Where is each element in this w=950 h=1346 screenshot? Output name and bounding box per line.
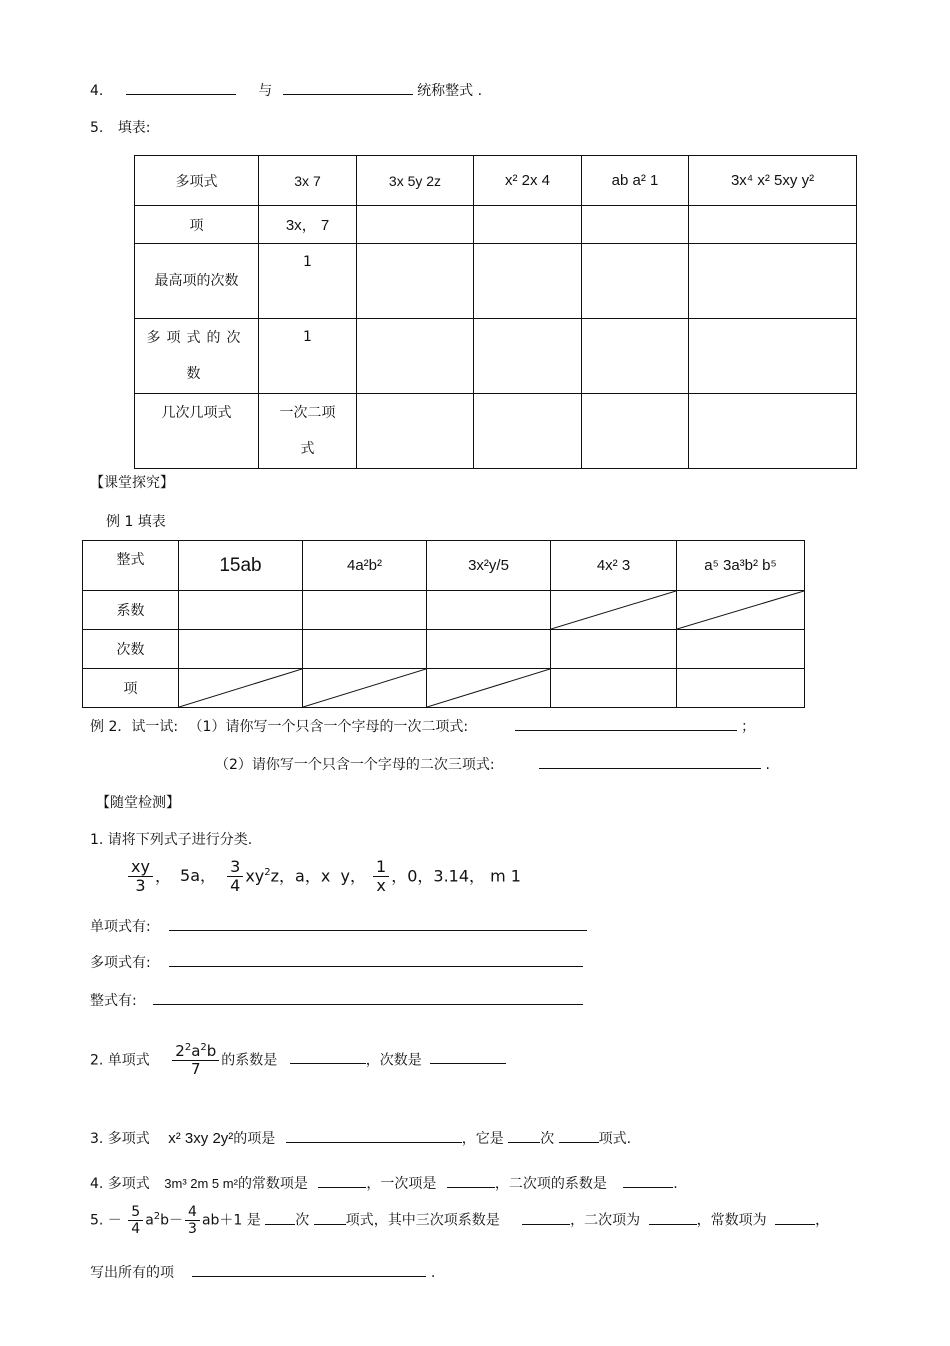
ex1-cell[interactable] [179, 630, 303, 669]
ex1-cell-crossed [551, 591, 677, 630]
q5-table [134, 155, 857, 469]
q5-kind-1: 一次二项式 [259, 394, 357, 469]
ex2-part2-text: （2）请你写一个只含一个字母的二次三项式: [215, 757, 495, 773]
ex1-cell-crossed [179, 669, 303, 708]
c2-blank-degree[interactable] [430, 1049, 506, 1064]
c5-const: ，常数项为 [696, 1212, 767, 1229]
c1-title: 1. 请将下列式子进行分类. [90, 832, 253, 848]
c3-blank-degree[interactable] [508, 1128, 540, 1143]
c5-blank-degree[interactable] [265, 1210, 295, 1225]
c5-line2-label: 写出所有的项 [90, 1265, 174, 1281]
q5-cell[interactable] [474, 394, 582, 469]
q5-label-terms: 项 [135, 206, 259, 244]
c4-end: . [673, 1176, 678, 1192]
q5-cell[interactable] [689, 206, 857, 244]
q5-row-highest [135, 244, 857, 319]
c3-mid: 的项是 [233, 1131, 276, 1147]
ex2-part1-text: （1）请你写一个只含一个字母的一次二项式: [188, 719, 469, 735]
q5-cell[interactable] [582, 394, 689, 469]
c5-blank-cubic-coef[interactable] [522, 1210, 570, 1225]
c2-mid2: ，次数是 [365, 1052, 422, 1069]
q4-line [90, 80, 482, 100]
c5-pre: 5. － [90, 1212, 122, 1229]
q5-heading [90, 117, 151, 137]
q5-cell[interactable] [474, 319, 582, 394]
q4-blank-1[interactable] [126, 80, 236, 95]
c4-pre: 4. 多项式 [90, 1176, 150, 1192]
c3-end: 项式. [598, 1131, 632, 1147]
ex1-table [82, 540, 805, 708]
c3-blank-count[interactable] [559, 1128, 599, 1143]
ex1-expr-2: 4a²b² [303, 541, 427, 591]
c1-int-line [90, 990, 583, 1010]
q5-poly-5: 3x⁴ x² 5xy y² [689, 156, 857, 206]
ex2-blank-2[interactable] [539, 754, 761, 769]
c4-expr: 3m³ 2m 5 m² [164, 1176, 238, 1191]
c3-ci: 次 [540, 1131, 555, 1147]
ex1-cell[interactable] [179, 591, 303, 630]
ex1-row-expr [83, 541, 805, 591]
q5-row-poly [135, 156, 857, 206]
c1-expression-list: $\frac{xy}{3}$ ， 5a， $\frac{3}{4}$ $xy^2z$，a，x y， $\frac{1}{x}$ ，0，3.14， m 1 [126, 858, 521, 896]
c1-list-tail: ，0，3.14， m 1 [391, 866, 521, 886]
ex1-cell[interactable] [427, 630, 551, 669]
q5-cell[interactable] [582, 244, 689, 319]
q5-poly-1: 3x 7 [259, 156, 357, 206]
c5-line-2 [90, 1262, 435, 1282]
ex1-cell[interactable] [677, 669, 805, 708]
c1-mono-line [90, 916, 587, 936]
c2-pre: 2. 单项式 [90, 1052, 150, 1069]
q4-and: 与 [258, 83, 273, 99]
section-check: 【随堂检测】 [96, 795, 180, 811]
ex1-row-terms [83, 669, 805, 708]
ex1-label-coef: 系数 [83, 591, 179, 630]
c3-pre: 3. 多项式 [90, 1131, 150, 1147]
ex2-part1-end: ； [741, 719, 756, 735]
q5-cell[interactable] [357, 319, 474, 394]
c3-blank-terms[interactable] [286, 1128, 462, 1143]
c4-b: ，一次项是 [366, 1176, 437, 1192]
ex1-cell[interactable] [551, 669, 677, 708]
c1-frac-1-x: $\frac{1}{x}$ [373, 858, 389, 896]
q4-blank-2[interactable] [283, 80, 413, 95]
q5-degree-1: 1 [259, 319, 357, 394]
c5-mid-text: 是 [246, 1212, 261, 1229]
ex1-label-expr: 整式 [83, 541, 179, 591]
c5-ci: 次 [295, 1212, 310, 1229]
q5-cell[interactable] [582, 319, 689, 394]
ex1-title: 例 1 填表 [106, 514, 166, 530]
c4-a: 的常数项是 [237, 1176, 308, 1192]
ex1-expr-5: a⁵ 3a³b² b⁵ [677, 541, 805, 591]
c4-line [90, 1173, 678, 1193]
c5-comma: ， [815, 1212, 830, 1229]
c5-frac-5-4: $\frac{5}{4}$ [128, 1204, 143, 1237]
q5-terms-1: 3x， 7 [259, 206, 357, 244]
ex1-cell-crossed [303, 669, 427, 708]
c1-frac-3-4: $\frac{3}{4}$ [227, 858, 243, 896]
ex2-part2 [215, 754, 770, 774]
ex1-label-degree: 次数 [83, 630, 179, 669]
ex1-cell-crossed [677, 591, 805, 630]
q5-label-poly: 多项式 [135, 156, 259, 206]
ex2-part2-end: . [765, 757, 770, 773]
q5-title: 填表: [117, 120, 151, 136]
c5-blank-all-terms[interactable] [192, 1262, 426, 1277]
c5-end: . [430, 1265, 436, 1281]
ex1-row-coef [83, 591, 805, 630]
c4-blank-const[interactable] [318, 1173, 366, 1188]
c1-frac-xy-3: $\frac{xy}{3}$ [128, 858, 153, 896]
c5-blank-quad[interactable] [649, 1210, 697, 1225]
ex2-blank-1[interactable] [515, 716, 737, 731]
c3-line [90, 1128, 631, 1148]
ex1-label-terms: 项 [83, 669, 179, 708]
c1-int-blank[interactable] [153, 990, 583, 1005]
ex1-cell-crossed [427, 669, 551, 708]
q4-number: 4. [90, 83, 104, 99]
q5-cell[interactable] [474, 206, 582, 244]
c5-line: 5. － $\frac{5}{4}$ $a^2b-$ $\frac{4}{3}$ ab＋1 是 次 项式，其中三次项系数是 ，二次项为 ，常数项为 ， [90, 1204, 830, 1238]
c4-blank-linear[interactable] [447, 1173, 495, 1188]
c1-poly-label: 多项式有: [90, 955, 151, 971]
c2-mid: 的系数是 [221, 1052, 278, 1069]
q5-poly-3: x² 2x 4 [474, 156, 582, 206]
c4-blank-quad-coef[interactable] [623, 1173, 673, 1188]
q5-cell[interactable] [689, 319, 857, 394]
ex1-expr-1: 15ab [179, 541, 303, 591]
ex1-cell[interactable] [677, 630, 805, 669]
c2-blank-coef[interactable] [290, 1049, 366, 1064]
section-explore: 【课堂探究】 [90, 475, 174, 491]
q4-end: 统称整式 . [417, 83, 483, 99]
q5-label-degree: 多项式的次数 [135, 319, 259, 394]
c3-mid2: ，它是 [461, 1131, 504, 1147]
ex2-part1 [90, 716, 755, 736]
q5-row-terms [135, 206, 857, 244]
c3-expr: x² 3xy 2y² [168, 1130, 234, 1147]
q5-highest-1: 1 [259, 244, 357, 319]
c1-poly-blank[interactable] [169, 952, 583, 967]
ex1-cell[interactable] [303, 630, 427, 669]
q5-cell[interactable] [474, 244, 582, 319]
ex1-expr-4: 4x² 3 [551, 541, 677, 591]
q5-cell[interactable] [357, 244, 474, 319]
c1-int-label: 整式有: [90, 993, 137, 1009]
ex1-cell[interactable] [551, 630, 677, 669]
c5-blank-count[interactable] [314, 1210, 346, 1225]
ex1-cell[interactable] [427, 591, 551, 630]
q5-poly-2: 3x 5y 2z [357, 156, 474, 206]
q5-cell[interactable] [357, 206, 474, 244]
ex1-row-degree [83, 630, 805, 669]
c1-mono-label: 单项式有: [90, 919, 151, 935]
q5-cell[interactable] [689, 244, 857, 319]
q5-number: 5. [90, 120, 104, 136]
q5-row-degree [135, 319, 857, 394]
c5-blank-constant[interactable] [775, 1210, 815, 1225]
c1-mono-blank[interactable] [169, 916, 587, 931]
ex1-cell[interactable] [303, 591, 427, 630]
c2-monomial-frac: $\frac{2^2a^2b}{7}$ [172, 1042, 219, 1079]
c5-frac-4-3: $\frac{4}{3}$ [185, 1204, 200, 1237]
c1-poly-line [90, 952, 583, 972]
q5-label-highest: 最高项的次数 [135, 244, 259, 319]
c5-second: ，二次项为 [570, 1212, 641, 1229]
q5-label-kind: 几次几项式 [135, 394, 259, 469]
c2-line [90, 1042, 506, 1079]
c5-xiang: 项式，其中三次项系数是 [345, 1212, 500, 1229]
ex1-expr-3: 3x²y/5 [427, 541, 551, 591]
c4-c: ，二次项的系数是 [494, 1176, 607, 1192]
q5-row-kind [135, 394, 857, 469]
q5-poly-4: ab a² 1 [582, 156, 689, 206]
q5-cell[interactable] [689, 394, 857, 469]
q5-cell[interactable] [357, 394, 474, 469]
q5-cell[interactable] [582, 206, 689, 244]
ex2-label: 例 2．试一试: [90, 719, 179, 735]
